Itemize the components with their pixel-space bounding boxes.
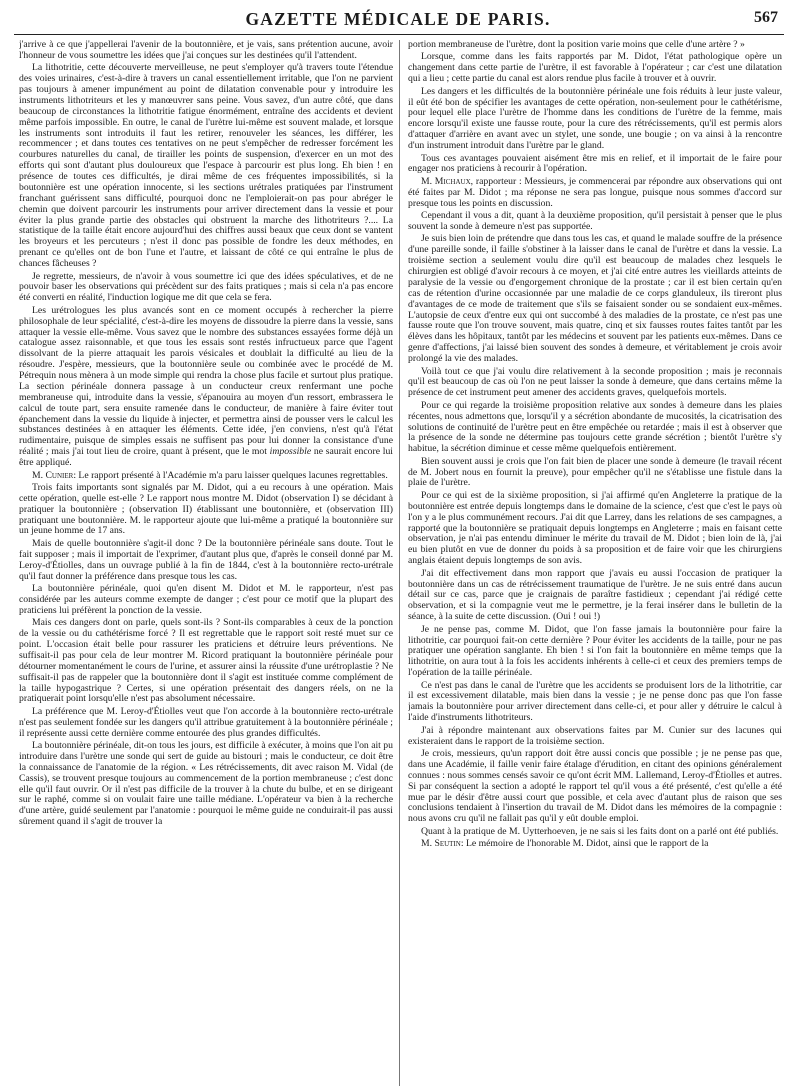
paragraph-text: Les urétrologues les plus avancés sont en ce moment occupés à rechercher la pierre philosophale de leur spécialité, c'est-à-dire les moyens de dissoudre la pierre dans la vessie, sans attaquer la vessie elle-même. Vous savez que le nombre des substances essayées forme déjà un catalogue assez raisonnable, et que tous les essais sont restés infructueux parce que l'agent dissolvant de la pierre attaquait les parois vésicales et doublait la difficulté au lieu de la résoudre. J'espère, messieurs, que la boutonnière seule ou combinée avec le procédé de M. Pétrequin nous mènera à un mode simple qui rendra la chose plus facile et surtout plus pratique. La section périnéale donnera passage à un conducteur creux renfermant une poche membraneuse qui, introduite dans la vessie, s'épanouira au moyen d'un ressort, embrassera le calcul de toute part, sera ensuite ramenée dans le conducteur, de manière à faire éviter tout épanchement dans la vessie du liquide à injecter, et permettra ainsi de pousser vers le calcul les substances destinées à en attaquer les éléments. Cette idée, j'en conviens, n'est qu'à l'état rudimentaire, puisque de simples essais ne suffisent pas pour lui donner la consistance d'une réalité ; mais j'ai tout lieu de croire, quant à présent, que le mot xyxy=(19,304,393,458)
paragraph: Pour ce qui regarde la troisième proposition relative aux sondes à demeure dans les plaies récentes, nous admettons que, lorsqu'il y a sécrétion abondante de mucosités, la cicatrisation des solutions de continuité de l'urètre peut en être empêchée ou retardée ; mais il est à observer que la présence de la sonde ne détermine pas toujours cette grande sécrétion ; bientôt l'urètre s'y habitue, la sécrétion diminue et cesse même quelquefois entièrement. xyxy=(408,399,782,455)
paragraph-text: ne saurait encore lui être appliqué. xyxy=(19,446,393,469)
paragraph: Ce n'est pas dans le canal de l'urètre que les accidents se produisent lors de la lithotritie, car il est excessivement dilatable, mais bien dans la vessie ; je ne pense donc pas que l'on fasse jamais la boutonnière pour arriver directement dans celle-ci, et pour aller y détruire le calcul à l'aide d'instruments lithotriteurs. xyxy=(408,679,782,724)
paragraph: Tous ces avantages pouvaient aisément être mis en relief, et il importait de le faire pour engager nos praticiens à recourir à l'opération. xyxy=(408,152,782,175)
paragraph: Je suis bien loin de prétendre que dans tous les cas, et quand le malade souffre de la présence d'une pareille sonde, il faille s'obstiner à la laisser dans le canal de l'urètre et dans la vessie. La troisième section a seulement voulu dire qu'il est beaucoup de malades chez lesquels le chirurgien est obligé d'avoir recours à ce moyen, et j'ai cité entre autres les vieillards atteints de paralysie de la vessie ou d'engorgement chronique de la prostate ; car il est bien certain qu'en cas de rétention d'urine occasionnée par une maladie de ce corps glanduleux, ils tireront plus d'avantages de ce mode de traitement que s'ils se faisaient sonder ou se sondaient eux-mêmes. L'autopsie de ceux d'entre eux qui ont succombé à des maladies de la prostate, ce n'est pas une fausse route que l'on trouve souvent, mais quatre, cinq et six fausses routes faites tantôt par les élèves dans les hôpitaux, tantôt par les médecins et souvent par les patients eux-mêmes. Dans ce genre d'affections, j'ai laissé bien souvent des sondes à demeure, et véritablement je crois avoir prolongé la vie des malades. xyxy=(408,233,782,365)
page-number: 567 xyxy=(754,9,778,26)
speaker-paragraph xyxy=(19,471,393,482)
page-header xyxy=(18,8,778,32)
paragraph: Quant à la pratique de M. Uytterhoeven, je ne sais si les faits dont on a parlé ont été publiés. xyxy=(421,825,779,837)
speaker-paragraph xyxy=(408,177,782,210)
paragraph: La boutonnière périnéale, quoi qu'en disent M. Didot et M. le rapporteur, n'est pas considérée par les auteurs comme exempte de danger ; c'est pour ce motif que la plupart des praticiens lui préfèrent la ponction de la vessie. xyxy=(19,583,393,616)
paragraph: Pour ce qui est de la sixième proposition, si j'ai affirmé qu'en Angleterre la pratique de la boutonnière est entrée depuis longtemps dans le domaine de la science, c'est que c'est le pays où l'on y a le plus communément recours. J'ai dit que Larrey, dans les relations de ses campagnes, a rapporté que la boutonnière se pratiquait depuis longtemps en Angleterre ; mais en faisant cette observation, je n'ai pas entendu diminuer le mérite du travail de M. Didot ; bien loin de là, j'ai eu bien plutôt en vue de donner du poids à sa proposition et de faire voir que les chirurgiens anglais étaient depuis longtemps de son avis. xyxy=(408,489,782,567)
header-rule xyxy=(14,34,784,35)
paragraph: Je regrette, messieurs, de n'avoir à vous soumettre ici que des idées spéculatives, et de ne pouvoir baser les observations qui précèdent sur des faits pratiques ; mais si cela n'a pas encore été converti en réalité, l'induction logique me dit que cela se fera. xyxy=(19,270,393,304)
paragraph: Je crois, messieurs, qu'un rapport doit être aussi concis que possible ; je ne pense pas que, dans une Académie, il faille venir faire étalage d'érudition, en citant des opinions généralement connues : nous sommes censés savoir ce qu'ont écrit MM. Lallemand, Leroy-d'Étiolles et autres. Si par conséquent la section a adopté le rapport tel qu'il vous a été présenté, c'est qu'elle a été mue par le désir d'être aussi court que possible, et cela avec d'autant plus de raison que ses conclusions tendaient à l'insertion du travail de M. Didot dans les mémoires de la compagnie : nous avons cru qu'il ne fallait pas qu'il y eût double emploi. xyxy=(408,748,782,825)
paragraph: La boutonnière périnéale, dit-on tous les jours, est difficile à exécuter, à moins que l'on ait pu introduire dans l'urètre une sonde qui sert de guide au bistouri ; mais le conducteur, ce doit être la connaissance de l'anatomie de la région. « Les rétrécissements, dit avec raison M. Vidal (de Cassis), se trouvent presque toujours au commencement de la portion membraneuse ; c'est donc elle qu'il faut ouvrir. Or il n'est pas difficile de la trouver à la chute du bulbe, et en se dirigeant sur le raphé, comme si on voulait faire une taille médiane. L'opérateur va bien à la recherche d'une artère, guidé seulement par l'anatomie : pourquoi le même guide ne conduirait-il pas aussi sûrement quand il s'agit de trouver la xyxy=(19,740,393,828)
speaker-name: M. Cunier xyxy=(32,469,74,481)
speaker-paragraph xyxy=(408,839,782,850)
paragraph: j'arrive à ce que j'appellerai l'avenir de la boutonnière, et je vais, sans prétention aucune, avoir l'honneur de vous soumettre les idées que j'ai conçues sur les destinées qu'il l'attendent. xyxy=(19,40,393,61)
paragraph: Les dangers et les difficultés de la boutonnière périnéale une fois réduits à leur juste valeur, il eût été bon de spécifier les avantages de cette opération, non-seulement pour le cathétérisme, pour lequel elle place l'urètre de l'homme dans les conditions de l'urètre de la femme, mais encore lorsqu'il existe une fausse route, pour la cure des rétrécissements, qu'il est permis alors d'attaquer d'arrière en avant avec un stylet, une sonde, une bougie ; on va ainsi à la rencontre d'un instrument introduit dans l'urètre par le gland. xyxy=(408,85,782,152)
paragraph: portion membraneuse de l'urètre, dont la position varie moins que celle d'une artère ? » xyxy=(408,40,745,50)
paragraph: Je ne pense pas, comme M. Didot, que l'on fasse jamais la boutonnière pour faire la lithotritie, car pourquoi fait-on cette dernière ? Pour éviter les accidents de la taille, pour ne pas pratiquer une opération sanglante. Eh bien ! si l'on fait la boutonnière en même temps que la lithotritie, on aura tout à la fois les accidents inhérents à celle-ci et ceux des premiers temps de l'opération de la taille périnéale. xyxy=(408,623,782,679)
speaker-name: M. Michaux xyxy=(421,175,471,187)
paragraph: La préférence que M. Leroy-d'Étiolles veut que l'on accorde à la boutonnière recto-urétrale n'est pas seulement fondée sur les dangers qu'il attribue gratuitement à la boutonnière périnéale ; il représente aussi cette dernière comme entourée des plus grandes difficultés. xyxy=(19,705,393,739)
paragraph: Mais de quelle boutonnière s'agit-il donc ? De la boutonnière périnéale sans doute. Tout le fait supposer ; mais il importait de l'exprimer, d'autant plus que, d'après le conseil donné par M. Leroy-d'Étiolles, dans un ouvrage publié à la fin de 1844, c'est à la boutonnière recto-urétrale qu'il faut donner la préférence dans presque tous les cas. xyxy=(19,537,393,582)
paragraph: Mais ces dangers dont on parle, quels sont-ils ? Sont-ils comparables à ceux de la ponction de la vessie ou du cathétérisme forcé ? Il est regrettable que le rapport soit resté muet sur ce point. L'occasion était belle pour rassurer les praticiens et détruire leurs préventions. Ne suffisait-il pas pour cela de leur montrer M. Ricord pratiquant la boutonnière périnéale pour détourner momentanément le cours de l'urine, et assurer ainsi la réussite d'une urétroplastie ? Ne suffisait-il pas de rappeler que la boutonnière dont il s'agit est instituée comme complément de la taille hypogastrique ? Certes, si une opération présentait des dangers réels, on ne la pratiquerait point lorsqu'elle n'est pas absolument nécessaire. xyxy=(19,617,393,705)
paragraph: Lorsque, comme dans les faits rapportés par M. Didot, l'état pathologique opère un changement dans cette partie de l'urètre, il est favorable à l'opérateur ; car c'est une dilatation qui a lieu ; cette partie du canal est alors rendue plus facile à trouver et à ouvrir. xyxy=(408,51,782,85)
paragraph: J'ai dit effectivement dans mon rapport que j'avais eu aussi l'occasion de pratiquer la boutonnière dans un cas de rétrécissement traumatique de l'urètre. Je ne suis entré dans aucun détail sur ce cas, parce que je craignais de paraître fastidieux ; cependant j'ai rédigé cette observation, et si la compagnie veut me le permettre, je la ferai insérer dans le bulletin de la séance, à la suite de cette discussion. (Oui ! oui !) xyxy=(408,567,782,623)
italic-word: impossible xyxy=(269,446,312,458)
right-column xyxy=(408,40,782,1088)
column-divider xyxy=(399,40,400,1086)
paragraph-text: , rapporteur : Messieurs, je commencerai par répondre aux observations qui ont été faites par M. Didot ; ma réponse ne sera pas longue, puisque nous sommes d'accord sur presque tous les points en discussion. xyxy=(408,175,782,209)
paragraph: Voilà tout ce que j'ai voulu dire relativement à la seconde proposition ; mais je reconnais qu'il est beaucoup de cas où l'on ne peut laisser la sonde à demeure, que dans certains même la présence de cet instrument peut amener des accidents graves, quelquefois mortels. xyxy=(408,365,782,399)
paragraph-text: : Le mémoire de l'honorable M. Didot, ainsi que le rapport de la xyxy=(460,838,709,850)
speaker-name: M. Seutin xyxy=(421,838,461,850)
paragraph xyxy=(19,306,393,469)
paragraph: Trois faits importants sont signalés par M. Didot, qui a eu recours à une opération. Mais cette opération, quelle est-elle ? Le rapport nous montre M. Didot (observation I) se décidant à pratiquer la boutonnière ; (observation II) établissant une boutonnière, et (observation III) pratiquant une boutonnière. M. le rapporteur ajoute que lui-même a pratiqué la boutonnière sur un jeune homme de 17 ans. xyxy=(19,481,393,537)
paragraph: Cependant il vous a dit, quant à la deuxième proposition, qu'il persistait à penser que le plus souvent la sonde à demeure n'est pas supportée. xyxy=(408,210,782,232)
paragraph: Bien souvent aussi je crois que l'on fait bien de placer une sonde à demeure (le travail récent de M. Jobert nous en fournit la preuve), pour empêcher qu'il ne s'établisse une fistule dans la plaie de l'urètre. xyxy=(408,455,782,489)
paragraph: J'ai à répondre maintenant aux observations faites par M. Cunier sur des lacunes qui existeraient dans le rapport de la troisième section. xyxy=(408,724,782,747)
left-column xyxy=(19,40,393,1088)
paragraph: La lithotritie, cette découverte merveilleuse, ne peut s'employer qu'à travers toute l'étendue des voies urinaires, c'est-à-dire à travers un canal essentiellement irritable, que l'on ne parvient pas toujours à amener impunément au point de dilatation convenable pour y introduire les instruments lithotriteurs et les y manœuvrer sans peine. Vous savez, d'un autre côté, que dans beaucoup de circonstances la lithotritie fatigue énormément, entraîne des accidents et devient même parfois impossible. En outre, le canal de l'urètre lui-même est souvent malade, et lorsque les instruments sont introduits il faut les retirer, renouveler les séances, les différer, les recommencer ; et dans toutes ces tentatives on ne peut s'empêcher de redresser forcément les courbures naturelles du canal, de tirailler les points de suspension, d'exercer en un mot des efforts qui sont d'autant plus douloureux que l'espace à parcourir est plus long. Eh bien ! en présence de toutes ces difficultés, je dirai même de ces fréquentes impossibilités, si la boutonnière est une opération innocente, si les sections urétrales pratiquées par l'instrument franchant guérissent sans difficulté, pourquoi donc ne l'emploierait-on pas pour abréger le chemin que doivent parcourir les instruments pour arriver directement dans la vessie et pour éviter la plus grande partie des obstacles qui obstruent la marche des lithotriteurs ?.... La statistique de la taille était encore aujourd'hui des chiffres aussi beaux que ceux dont se vantent les broyeurs et les percuteurs ; n'est il donc pas possible de fondre les deux méthodes, en prenant ce qu'elles ont de bon l'une et l'autre, et laissant de côté ce qui entraîne le plus de chances fâcheuses ? xyxy=(19,62,393,270)
journal-title: GAZETTE MÉDICALE DE PARIS. xyxy=(245,9,551,29)
paragraph-text: : Le rapport présenté à l'Académie m'a paru laisser quelques lacunes regrettables. xyxy=(73,469,388,481)
